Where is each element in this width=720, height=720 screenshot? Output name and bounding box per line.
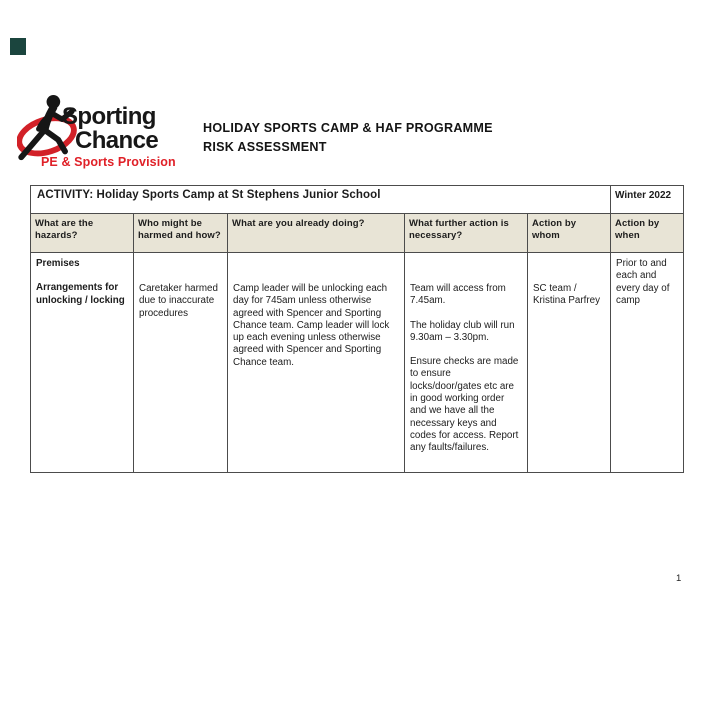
cell-action-by-whom: SC team / Kristina Parfrey <box>528 253 611 473</box>
col-header-already-doing: What are you already doing? <box>228 214 405 253</box>
cell-further-action <box>405 253 528 473</box>
activity-row <box>31 186 684 214</box>
logo-brand-line2: Chance <box>75 127 159 154</box>
title-line-2: RISK ASSESSMENT <box>203 139 327 154</box>
col-header-action-by-when: Action by when <box>611 214 684 253</box>
col-header-further-action: What further action is necessary? <box>405 214 528 253</box>
hazard-category: Premises <box>36 258 80 269</box>
document-title <box>203 119 493 156</box>
table-row <box>31 253 684 473</box>
corner-mark <box>10 38 26 55</box>
term-cell: Winter 2022 <box>611 186 684 214</box>
further-action-paragraph: Ensure checks are made to ensure locks/door/gates etc are in good working order and we have all the necessary keys and codes for access. Report any faults/failures. <box>410 356 519 454</box>
page-number: 1 <box>676 573 682 584</box>
col-header-action-by-whom: Action by whom <box>528 214 611 253</box>
col-header-harmed: Who might be harmed and how? <box>134 214 228 253</box>
logo-tagline: PE & Sports Provision <box>41 155 176 169</box>
activity-title-cell: ACTIVITY: Holiday Sports Camp at St Stephens Junior School <box>31 186 611 214</box>
cell-action-by-when: Prior to and each and every day of camp <box>611 253 684 473</box>
cell-who-harmed: Caretaker harmed due to inaccurate procedures <box>134 253 228 473</box>
title-line-1: HOLIDAY SPORTS CAMP & HAF PROGRAMME <box>203 121 493 135</box>
logo-brand-line1: Sporting <box>62 103 156 130</box>
risk-assessment-table <box>30 185 684 473</box>
col-header-hazards: What are the hazards? <box>31 214 134 253</box>
sporting-chance-logo <box>15 92 190 178</box>
table-header-row <box>31 214 684 253</box>
cell-already-doing: Camp leader will be unlocking each day for 745am unless otherwise agreed with Spencer and Sporting Chance team. Camp leader will lock up each evening unless otherwise agreed with Spencer and Sporting Chance team. <box>228 253 405 473</box>
cell-hazards <box>31 253 134 473</box>
hazard-detail: Arrangements for unlocking / locking <box>36 282 125 306</box>
further-action-paragraph: Team will access from 7.45am. <box>410 283 506 307</box>
further-action-paragraph: The holiday club will run 9.30am – 3.30pm. <box>410 319 515 343</box>
